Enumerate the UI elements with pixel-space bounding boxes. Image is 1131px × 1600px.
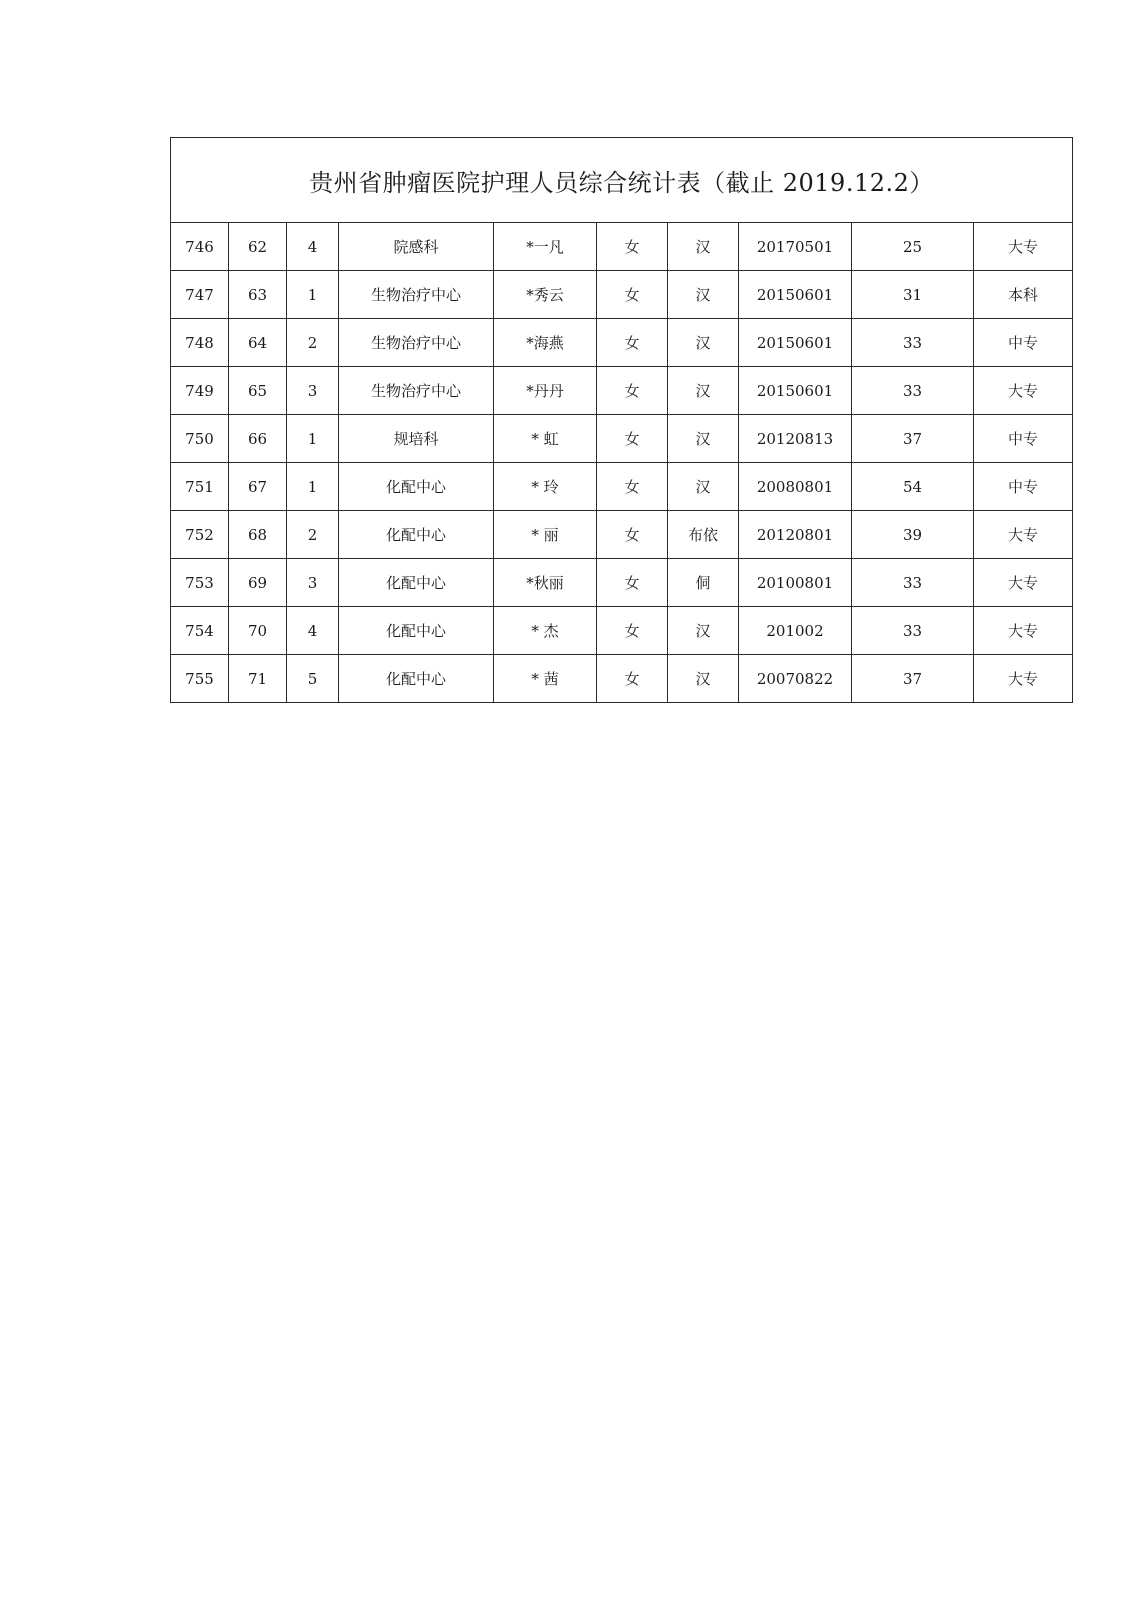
cell-ethnicity: 布依	[668, 511, 739, 559]
table-row	[171, 511, 1073, 559]
cell-ethnicity: 汉	[668, 223, 739, 271]
title-row	[171, 138, 1073, 223]
cell-department: 生物治疗中心	[339, 271, 494, 319]
cell-name: *丹丹	[494, 367, 597, 415]
table-title: 贵州省肿瘤医院护理人员综合统计表（截止 2019.12.2）	[171, 138, 1073, 223]
table-row	[171, 415, 1073, 463]
cell-dept-seq: 2	[287, 319, 339, 367]
cell-start-date: 201002	[739, 607, 852, 655]
table-row	[171, 223, 1073, 271]
cell-age: 37	[852, 415, 974, 463]
cell-department: 化配中心	[339, 559, 494, 607]
cell-age: 33	[852, 367, 974, 415]
cell-education: 本科	[974, 271, 1073, 319]
cell-ethnicity: 侗	[668, 559, 739, 607]
cell-gender: 女	[597, 319, 668, 367]
cell-ethnicity: 汉	[668, 319, 739, 367]
cell-department: 化配中心	[339, 463, 494, 511]
cell-education: 中专	[974, 415, 1073, 463]
cell-department: 化配中心	[339, 655, 494, 703]
cell-start-date: 20170501	[739, 223, 852, 271]
cell-ethnicity: 汉	[668, 415, 739, 463]
cell-serial-no: 746	[171, 223, 229, 271]
cell-start-date: 20120813	[739, 415, 852, 463]
cell-age: 33	[852, 607, 974, 655]
cell-ethnicity: 汉	[668, 607, 739, 655]
cell-department: 院感科	[339, 223, 494, 271]
cell-education: 大专	[974, 511, 1073, 559]
cell-dept-seq: 2	[287, 511, 339, 559]
cell-start-date: 20070822	[739, 655, 852, 703]
cell-department: 生物治疗中心	[339, 367, 494, 415]
table-row	[171, 271, 1073, 319]
cell-name: * 茜	[494, 655, 597, 703]
cell-department: 化配中心	[339, 511, 494, 559]
cell-ethnicity: 汉	[668, 655, 739, 703]
cell-gender: 女	[597, 511, 668, 559]
cell-dept-index: 71	[229, 655, 287, 703]
cell-start-date: 20080801	[739, 463, 852, 511]
cell-dept-index: 68	[229, 511, 287, 559]
cell-department: 规培科	[339, 415, 494, 463]
cell-gender: 女	[597, 271, 668, 319]
cell-dept-seq: 1	[287, 463, 339, 511]
cell-ethnicity: 汉	[668, 463, 739, 511]
cell-department: 生物治疗中心	[339, 319, 494, 367]
cell-gender: 女	[597, 223, 668, 271]
cell-age: 54	[852, 463, 974, 511]
cell-dept-index: 64	[229, 319, 287, 367]
cell-dept-seq: 1	[287, 271, 339, 319]
table-row	[171, 559, 1073, 607]
cell-dept-seq: 5	[287, 655, 339, 703]
cell-dept-seq: 4	[287, 223, 339, 271]
cell-gender: 女	[597, 415, 668, 463]
cell-age: 31	[852, 271, 974, 319]
cell-education: 大专	[974, 223, 1073, 271]
table-row	[171, 319, 1073, 367]
cell-ethnicity: 汉	[668, 271, 739, 319]
cell-dept-index: 70	[229, 607, 287, 655]
cell-dept-index: 65	[229, 367, 287, 415]
cell-name: * 玲	[494, 463, 597, 511]
cell-dept-index: 62	[229, 223, 287, 271]
cell-serial-no: 749	[171, 367, 229, 415]
table-row	[171, 655, 1073, 703]
cell-gender: 女	[597, 607, 668, 655]
cell-serial-no: 752	[171, 511, 229, 559]
cell-age: 37	[852, 655, 974, 703]
cell-dept-index: 66	[229, 415, 287, 463]
cell-dept-seq: 4	[287, 607, 339, 655]
cell-dept-seq: 1	[287, 415, 339, 463]
cell-education: 大专	[974, 607, 1073, 655]
cell-dept-seq: 3	[287, 367, 339, 415]
cell-name: *秋丽	[494, 559, 597, 607]
cell-name: *海燕	[494, 319, 597, 367]
cell-age: 33	[852, 319, 974, 367]
cell-gender: 女	[597, 367, 668, 415]
nursing-staff-table	[170, 137, 1073, 703]
cell-department: 化配中心	[339, 607, 494, 655]
cell-serial-no: 748	[171, 319, 229, 367]
cell-serial-no: 751	[171, 463, 229, 511]
cell-education: 大专	[974, 559, 1073, 607]
cell-education: 中专	[974, 463, 1073, 511]
cell-name: *秀云	[494, 271, 597, 319]
cell-education: 大专	[974, 655, 1073, 703]
cell-dept-index: 63	[229, 271, 287, 319]
cell-start-date: 20100801	[739, 559, 852, 607]
cell-serial-no: 750	[171, 415, 229, 463]
cell-name: * 杰	[494, 607, 597, 655]
cell-serial-no: 747	[171, 271, 229, 319]
cell-name: * 丽	[494, 511, 597, 559]
cell-serial-no: 754	[171, 607, 229, 655]
cell-start-date: 20150601	[739, 367, 852, 415]
cell-start-date: 20120801	[739, 511, 852, 559]
cell-education: 中专	[974, 319, 1073, 367]
cell-serial-no: 755	[171, 655, 229, 703]
cell-ethnicity: 汉	[668, 367, 739, 415]
cell-education: 大专	[974, 367, 1073, 415]
cell-age: 39	[852, 511, 974, 559]
cell-name: *一凡	[494, 223, 597, 271]
table-row	[171, 367, 1073, 415]
cell-start-date: 20150601	[739, 319, 852, 367]
cell-gender: 女	[597, 463, 668, 511]
cell-dept-index: 69	[229, 559, 287, 607]
cell-start-date: 20150601	[739, 271, 852, 319]
cell-gender: 女	[597, 655, 668, 703]
cell-dept-seq: 3	[287, 559, 339, 607]
table-row	[171, 463, 1073, 511]
cell-dept-index: 67	[229, 463, 287, 511]
cell-gender: 女	[597, 559, 668, 607]
cell-age: 33	[852, 559, 974, 607]
cell-age: 25	[852, 223, 974, 271]
cell-name: * 虹	[494, 415, 597, 463]
cell-serial-no: 753	[171, 559, 229, 607]
table-row	[171, 607, 1073, 655]
